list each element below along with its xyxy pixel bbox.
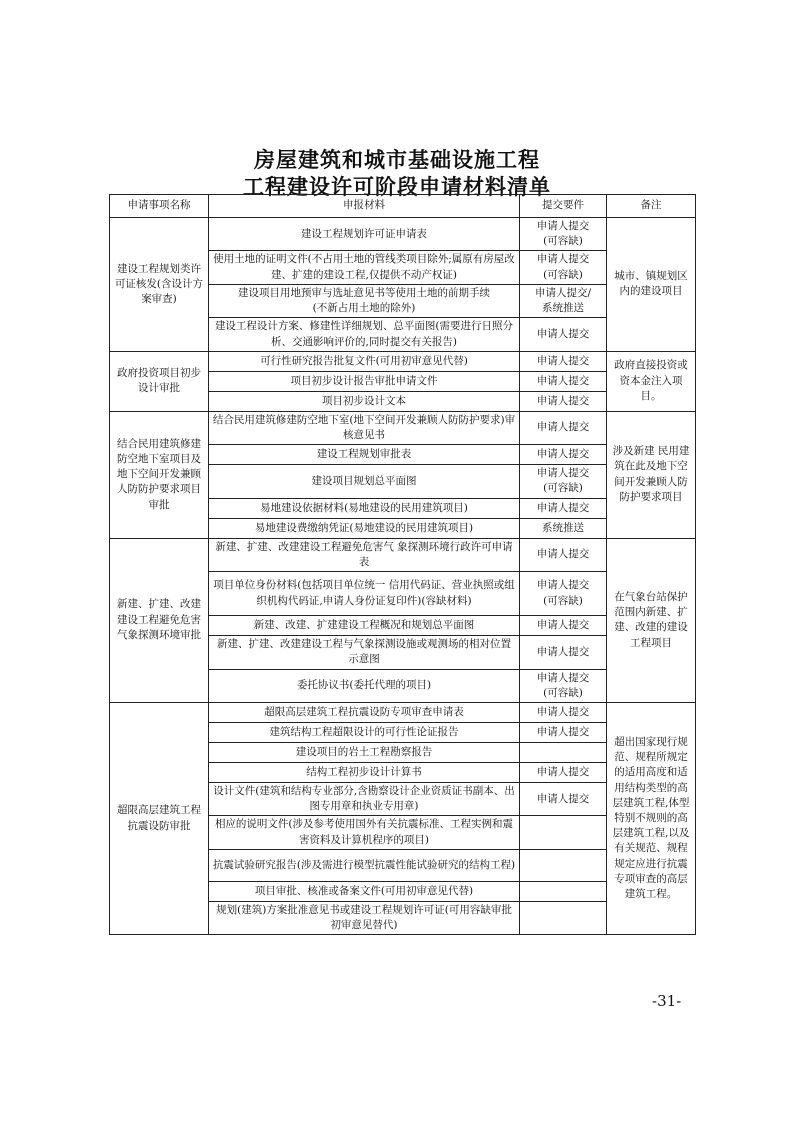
- material-cell: 相应的说明文件(涉及参考使用国外有关抗震标准、工程实例和震害资料及计算机程序的项目): [209, 816, 520, 849]
- requirement-cell: 申请人提交: [520, 391, 607, 411]
- requirement-cell: 系统推送: [520, 518, 607, 538]
- requirement-cell: 申请人提交: [520, 445, 607, 465]
- material-cell: 规划(建筑)方案批准意见书或建设工程规划许可证(可用容缺审批初审意见替代): [209, 901, 520, 934]
- material-cell: 可行性研究报告批复文件(可用初审意见代替): [209, 351, 520, 371]
- header-material: 申报材料: [209, 195, 520, 218]
- material-cell: 使用土地的证明文件(不占用土地的管线类项目除外;属原有房屋改建、扩建的建设工程,仅提供不动产权证): [209, 251, 520, 284]
- requirement-cell: 申请人提交: [520, 318, 607, 351]
- header-remark: 备注: [607, 195, 696, 218]
- material-cell: 建设工程规划审批表: [209, 445, 520, 465]
- document-title-line1: 房屋建筑和城市基础设施工程: [254, 148, 540, 172]
- group-name: 建设工程规划类许可证核发(含设计方案审查): [110, 218, 209, 352]
- requirement-cell: [520, 881, 607, 901]
- material-cell: 结合民用建筑修建防空地下室(地下空间开发兼顾人防防护要求)审核意见书: [209, 411, 520, 444]
- requirement-cell: 申请人提交 (可容缺): [520, 465, 607, 498]
- material-cell: 抗震试验研究报告(涉及需进行模型抗震性能试验研究的结构工程): [209, 849, 520, 881]
- requirement-cell: [520, 816, 607, 849]
- group-name: 结合民用建筑修建防空地下室项目及地下空间开发兼顾人防防护要求项目审批: [110, 411, 209, 538]
- material-cell: 超限高层建筑工程抗震设防专项审查申请表: [209, 702, 520, 722]
- material-cell: 项目审批、核准或备案文件(可用初审意见代替): [209, 881, 520, 901]
- requirement-cell: 申请人提交/ 系统推送: [520, 284, 607, 317]
- material-cell: 项目初步设计报告审批申请文件: [209, 371, 520, 391]
- requirement-cell: 申请人提交: [520, 351, 607, 371]
- material-cell: 建设项目用地预审与选址意见书等使用土地的前期手续 (不新占用土地的除外): [209, 284, 520, 317]
- requirement-cell: 申请人提交 (可容缺): [520, 572, 607, 616]
- material-cell: 结构工程初步设计计算书: [209, 762, 520, 782]
- page-number: -31-: [652, 992, 682, 1010]
- group-remark: 超出国家现行规范、规程所规定的适用高度和适用结构类型的高层建筑工程,体型特别不规则的高层建筑工程,以及有关规范、规程规定应进行抗震专项审查的高层建筑工程。: [607, 702, 696, 934]
- requirement-cell: 申请人提交: [520, 722, 607, 742]
- material-cell: 项目初步设计文本: [209, 391, 520, 411]
- material-cell: 新建、扩建、改建建设工程与气象探测设施或观测场的相对位置示意图: [209, 636, 520, 669]
- material-cell: 设计文件(建筑和结构专业部分,含勘察设计企业资质证书副本、出图专用章和执业专用章): [209, 782, 520, 815]
- material-cell: 项目单位身份材料(包括项目单位统一 信用代码证、营业执照或组织机构代码证,申请人身份证复印件)(容缺材料): [209, 572, 520, 616]
- material-cell: 建筑结构工程超限设计的可行性论证报告: [209, 722, 520, 742]
- requirement-cell: [520, 742, 607, 762]
- material-cell: 建设项目的岩土工程勘察报告: [209, 742, 520, 762]
- material-cell: 委托协议书(委托代理的项目): [209, 669, 520, 702]
- group-remark: 涉及新建 民用建筑在此及地下空间开发兼顾人防防护要求项目: [607, 411, 696, 538]
- requirement-cell: 申请人提交: [520, 762, 607, 782]
- requirement-cell: 申请人提交: [520, 782, 607, 815]
- material-cell: 建设工程设计方案、修建性详细规划、总平面图(需要进行日照分析、交通影响评价的,同时提交有关报告): [209, 318, 520, 351]
- requirement-cell: [520, 901, 607, 934]
- group-name: 政府投资项目初步设计审批: [110, 351, 209, 411]
- material-cell: 易地建设依据材料(易地建设的民用建筑项目): [209, 498, 520, 518]
- requirement-cell: 申请人提交 (可容缺): [520, 251, 607, 284]
- requirement-cell: 申请人提交: [520, 636, 607, 669]
- materials-table: [109, 194, 696, 935]
- requirement-cell: 申请人提交: [520, 538, 607, 571]
- document-title-line2: 工程建设许可阶段申请材料清单: [243, 175, 551, 199]
- requirement-cell: 申请人提交: [520, 616, 607, 636]
- material-cell: 建设工程规划许可证申请表: [209, 218, 520, 251]
- group-name: 超限高层建筑工程抗震设防审批: [110, 702, 209, 934]
- requirement-cell: [520, 849, 607, 881]
- header-requirement: 提交要件: [520, 195, 607, 218]
- requirement-cell: 申请人提交: [520, 371, 607, 391]
- requirement-cell: 申请人提交: [520, 702, 607, 722]
- material-cell: 建设项目规划总平面图: [209, 465, 520, 498]
- group-remark: 在气象台站保护范围内新建、扩建、改建的建设工程项目: [607, 538, 696, 702]
- requirement-cell: 申请人提交: [520, 498, 607, 518]
- group-remark: 城市、镇规划区内的建设项目: [607, 218, 696, 352]
- requirement-cell: 申请人提交: [520, 411, 607, 444]
- group-name: 新建、扩建、改建建设工程避免危害气象探测环境审批: [110, 538, 209, 702]
- requirement-cell: 申请人提交 (可容缺): [520, 669, 607, 702]
- material-cell: 新建、改建、扩建建设工程概况和规划总平面图: [209, 616, 520, 636]
- material-cell: 新建、扩建、改建建设工程避免危害气 象探测环境行政许可申请表: [209, 538, 520, 571]
- material-cell: 易地建设费缴纳凭证(易地建设的民用建筑项目): [209, 518, 520, 538]
- group-remark: 政府直接投资或资本金注入项目。: [607, 351, 696, 411]
- requirement-cell: 申请人提交 (可容缺): [520, 218, 607, 251]
- header-item-name: 申请事项名称: [110, 195, 209, 218]
